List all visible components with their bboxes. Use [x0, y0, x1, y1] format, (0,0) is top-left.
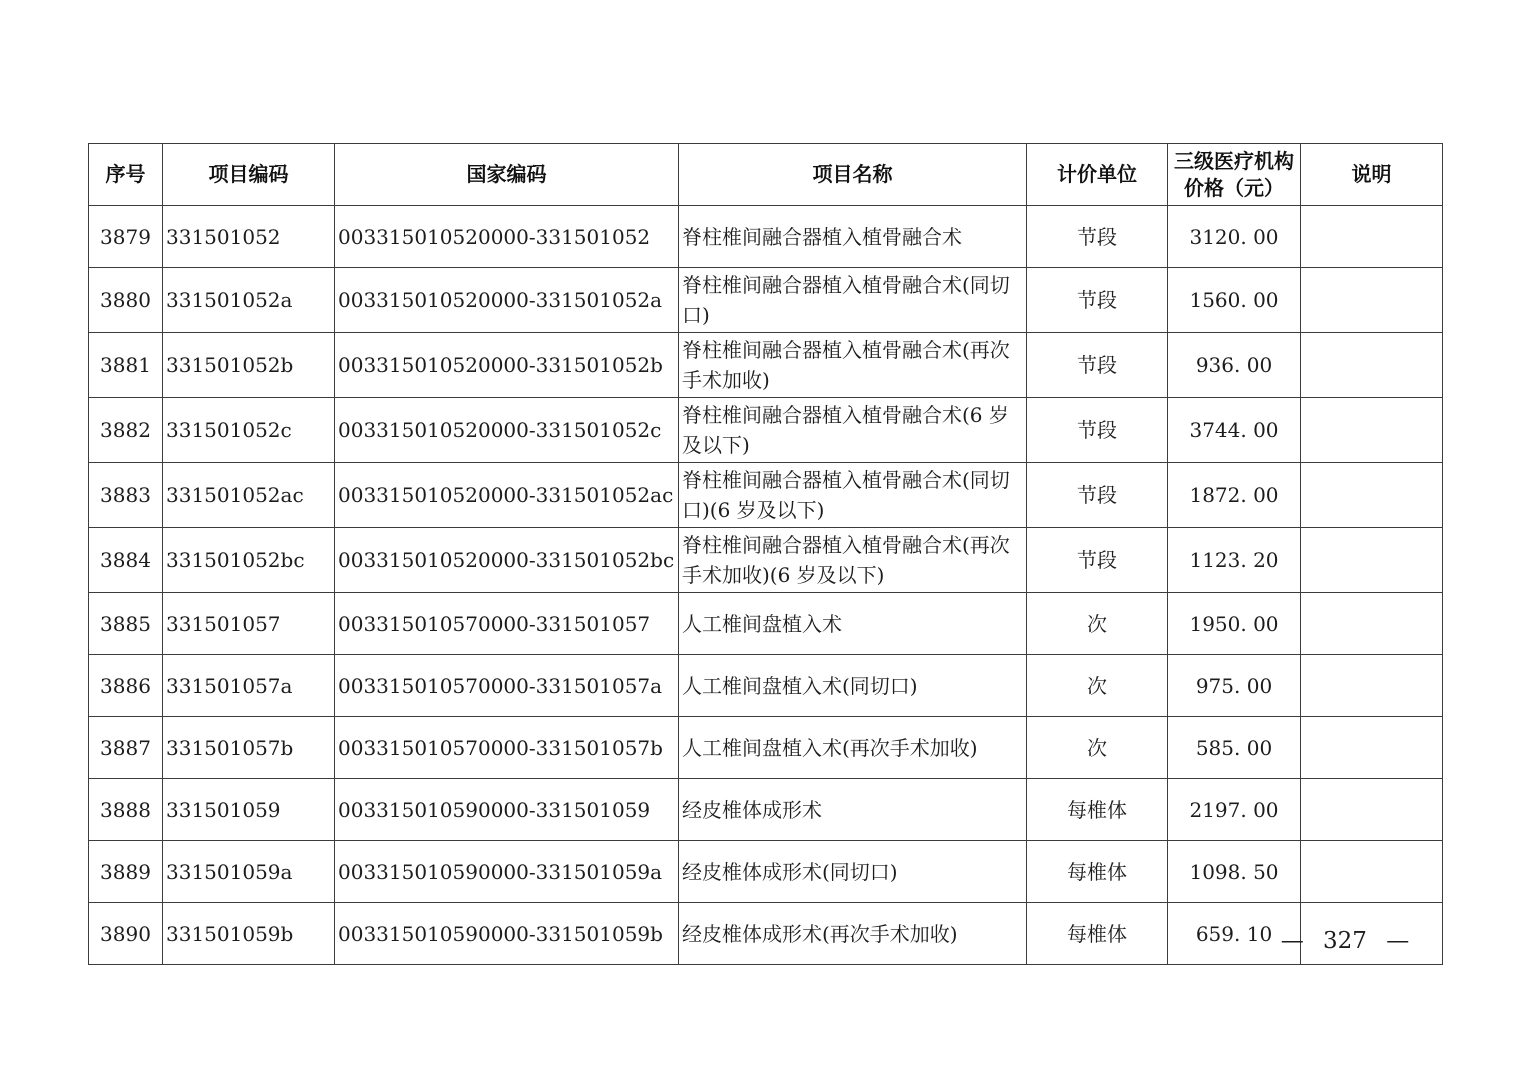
cell-national-code: 003315010590000-331501059a [335, 841, 679, 903]
cell-price: 1123. 20 [1168, 528, 1301, 593]
cell-item-code: 331501059 [163, 779, 335, 841]
cell-note [1301, 268, 1443, 333]
cell-item-code: 331501057a [163, 655, 335, 717]
col-header-note: 说明 [1301, 144, 1443, 206]
cell-item-code: 331501057b [163, 717, 335, 779]
medical-price-table [88, 143, 1443, 965]
cell-unit: 节段 [1027, 333, 1168, 398]
cell-unit: 节段 [1027, 463, 1168, 528]
cell-price: 975. 00 [1168, 655, 1301, 717]
cell-item-name: 人工椎间盘植入术(再次手术加收) [679, 717, 1027, 779]
cell-note [1301, 779, 1443, 841]
cell-price: 659. 10 [1168, 903, 1301, 965]
cell-seq: 3884 [89, 528, 163, 593]
cell-seq: 3879 [89, 206, 163, 268]
cell-price: 2197. 00 [1168, 779, 1301, 841]
cell-price: 3744. 00 [1168, 398, 1301, 463]
cell-seq: 3881 [89, 333, 163, 398]
cell-price: 1950. 00 [1168, 593, 1301, 655]
cell-unit: 节段 [1027, 206, 1168, 268]
cell-national-code: 003315010520000-331501052b [335, 333, 679, 398]
table-row [89, 655, 1443, 717]
cell-national-code: 003315010520000-331501052a [335, 268, 679, 333]
cell-item-name: 经皮椎体成形术(再次手术加收) [679, 903, 1027, 965]
cell-note [1301, 333, 1443, 398]
cell-national-code: 003315010520000-331501052bc [335, 528, 679, 593]
cell-seq: 3888 [89, 779, 163, 841]
cell-seq: 3880 [89, 268, 163, 333]
cell-unit: 每椎体 [1027, 903, 1168, 965]
table-row [89, 841, 1443, 903]
cell-item-code: 331501052ac [163, 463, 335, 528]
cell-item-name: 脊柱椎间融合器植入植骨融合术(同切口) [679, 268, 1027, 333]
col-header-unit: 计价单位 [1027, 144, 1168, 206]
cell-item-name: 脊柱椎间融合器植入植骨融合术 [679, 206, 1027, 268]
cell-note [1301, 398, 1443, 463]
col-header-price: 三级医疗机构价格（元） [1168, 144, 1301, 206]
cell-item-name: 脊柱椎间融合器植入植骨融合术(6 岁及以下) [679, 398, 1027, 463]
cell-note [1301, 655, 1443, 717]
page-number: — 327 — [1280, 928, 1410, 954]
table-row [89, 206, 1443, 268]
cell-price: 1872. 00 [1168, 463, 1301, 528]
cell-seq: 3885 [89, 593, 163, 655]
table-header [89, 144, 1443, 206]
table-row [89, 903, 1443, 965]
col-header-item-name: 项目名称 [679, 144, 1027, 206]
cell-seq: 3890 [89, 903, 163, 965]
cell-note [1301, 528, 1443, 593]
cell-item-code: 331501052bc [163, 528, 335, 593]
cell-item-name: 人工椎间盘植入术(同切口) [679, 655, 1027, 717]
cell-seq: 3889 [89, 841, 163, 903]
table-row [89, 268, 1443, 333]
cell-note [1301, 593, 1443, 655]
cell-item-code: 331501059a [163, 841, 335, 903]
cell-price: 936. 00 [1168, 333, 1301, 398]
table-row [89, 593, 1443, 655]
cell-unit: 节段 [1027, 268, 1168, 333]
cell-price: 1098. 50 [1168, 841, 1301, 903]
col-header-item-code: 项目编码 [163, 144, 335, 206]
cell-seq: 3883 [89, 463, 163, 528]
cell-national-code: 003315010520000-331501052c [335, 398, 679, 463]
cell-unit: 次 [1027, 717, 1168, 779]
cell-item-name: 经皮椎体成形术(同切口) [679, 841, 1027, 903]
cell-item-name: 人工椎间盘植入术 [679, 593, 1027, 655]
cell-unit: 节段 [1027, 528, 1168, 593]
cell-price: 3120. 00 [1168, 206, 1301, 268]
table-row [89, 398, 1443, 463]
cell-national-code: 003315010570000-331501057 [335, 593, 679, 655]
cell-national-code: 003315010520000-331501052 [335, 206, 679, 268]
cell-item-name: 脊柱椎间融合器植入植骨融合术(再次手术加收) [679, 333, 1027, 398]
col-header-national-code: 国家编码 [335, 144, 679, 206]
cell-item-name: 经皮椎体成形术 [679, 779, 1027, 841]
cell-item-code: 331501057 [163, 593, 335, 655]
cell-item-name: 脊柱椎间融合器植入植骨融合术(同切口)(6 岁及以下) [679, 463, 1027, 528]
table-row [89, 528, 1443, 593]
cell-national-code: 003315010590000-331501059 [335, 779, 679, 841]
cell-seq: 3887 [89, 717, 163, 779]
cell-price: 585. 00 [1168, 717, 1301, 779]
cell-item-code: 331501052 [163, 206, 335, 268]
col-header-seq: 序号 [89, 144, 163, 206]
table-row [89, 779, 1443, 841]
cell-note [1301, 206, 1443, 268]
cell-item-code: 331501052b [163, 333, 335, 398]
cell-national-code: 003315010590000-331501059b [335, 903, 679, 965]
cell-item-code: 331501059b [163, 903, 335, 965]
cell-note [1301, 717, 1443, 779]
cell-seq: 3886 [89, 655, 163, 717]
cell-national-code: 003315010570000-331501057a [335, 655, 679, 717]
cell-item-code: 331501052a [163, 268, 335, 333]
cell-price: 1560. 00 [1168, 268, 1301, 333]
cell-national-code: 003315010520000-331501052ac [335, 463, 679, 528]
cell-national-code: 003315010570000-331501057b [335, 717, 679, 779]
cell-note [1301, 841, 1443, 903]
cell-unit: 次 [1027, 593, 1168, 655]
table-row [89, 717, 1443, 779]
cell-note [1301, 463, 1443, 528]
cell-unit: 次 [1027, 655, 1168, 717]
table-row [89, 333, 1443, 398]
cell-unit: 每椎体 [1027, 841, 1168, 903]
table-row [89, 463, 1443, 528]
cell-item-name: 脊柱椎间融合器植入植骨融合术(再次手术加收)(6 岁及以下) [679, 528, 1027, 593]
cell-item-code: 331501052c [163, 398, 335, 463]
header-row [89, 144, 1443, 206]
cell-unit: 每椎体 [1027, 779, 1168, 841]
table-body [89, 206, 1443, 965]
cell-unit: 节段 [1027, 398, 1168, 463]
cell-seq: 3882 [89, 398, 163, 463]
